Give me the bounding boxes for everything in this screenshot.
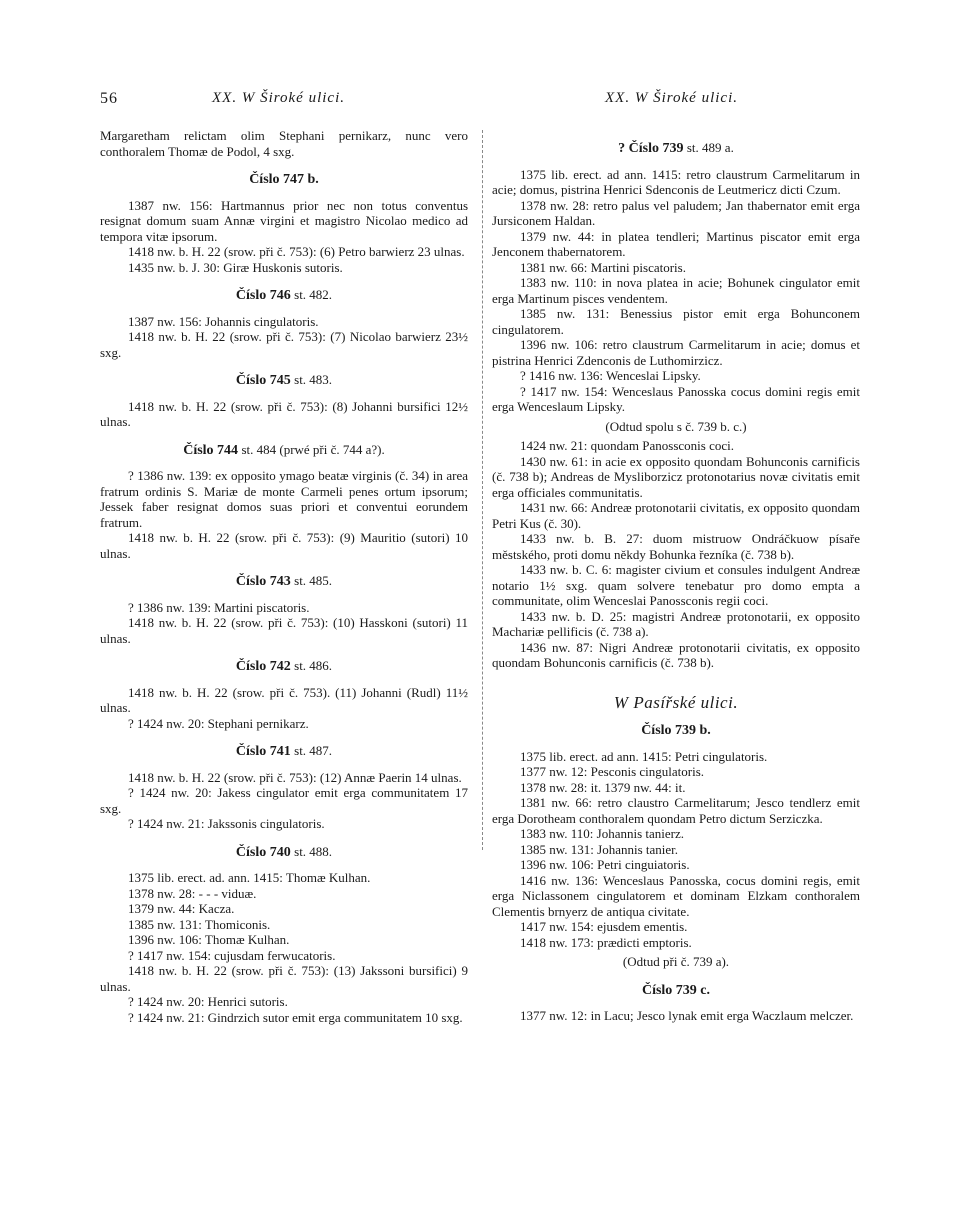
record-entry: 1378 nw. 28: retro palus vel paludem; Jan thabernator emit erga Jursiconem Haldan. [492,197,860,228]
record-entry: 1417 nw. 154: ejusdem ementis. [520,919,688,934]
heading-suffix: st. 484 (prwé při č. 744 a?). [241,441,385,457]
record-entry: 1418 nw. b. H. 22 (srow. při č. 753): (8) Johanni bursifici 12½ ulnas. [100,398,468,429]
heading-label: Číslo 739 c. [641,982,711,998]
column-divider [482,130,483,850]
record-entry: 1433 nw. b. C. 6: magister civium et consules indulgent Andreæ notario 1½ sxg. quam solvere tenebatur pro domo empta a communitate, olim Wenceslai Panossconis regii coci. [492,562,860,608]
record-entry: 1379 nw. 44: Kacza. [128,901,235,916]
record-entry: 1433 nw. b. B. 27: duom mistruow Ondráčkuow písaře městského, proti domu někdy Bohunka řezníka (č. 738 b). [492,531,860,562]
heading-label: Číslo 746 [235,288,291,303]
cross-reference-note: (Odtud spolu s č. 739 b. c.) [605,418,747,434]
section-heading [100,658,468,675]
page-number: 56 [100,90,118,107]
record-entry: 1387 nw. 156: Johannis cingulatoris. [128,313,319,329]
record-entry: 1381 nw. 66: retro claustro Carmelitarum; Jesco tendlerz emit erga Dorotheam conthoralem quondam Petro dictum Serziczka. [492,795,860,826]
heading-label: Číslo 744 [183,442,239,458]
section-heading [492,722,860,739]
record-entry: 1378 nw. 28: - - - viduæ. [128,885,257,901]
heading-label: Číslo 739 b. [641,723,711,738]
record-entry: ? 1424 nw. 21: Gindrzich sutor emit erga communitatem 10 sxg. [128,1009,463,1025]
heading-label: ? Číslo 739 [618,141,684,156]
record-entry: 1387 nw. 156: Hartmannus prior nec non totus conventus resignat domum suam Annæ virgini et magistro Nicolao medico ad tempora vitæ ipsorum. [100,197,468,244]
cross-reference-note: (Odtud při č. 739 a). [622,954,730,969]
section-heading [492,982,860,999]
right-column [492,128,860,1024]
heading-label: Číslo 740 [235,844,291,860]
record-entry: 1418 nw. b. H. 22 (srow. při č. 753): (6) Petro barwierz 23 ulnas. [128,244,465,259]
record-entry: 1381 nw. 66: Martini piscatoris. [520,259,686,275]
section-heading [100,573,468,590]
heading-label: Číslo 745 [235,373,291,388]
section-heading [100,442,468,459]
record-entry: 1430 nw. 61: in acie ex opposito quondam Bohunconis carnificis (č. 738 b); Andreas de Mysliborzicz protonotarius novæ civitatis emit erga officiales communitatis. [492,453,860,500]
heading-label: Číslo 741 [235,744,291,759]
record-entry: 1418 nw. b. H. 22 (srow. při č. 753): (12) Annæ Paerin 14 ulnas. [128,769,462,785]
heading-suffix: st. 489 a. [686,140,734,155]
section-heading [100,372,468,389]
record-entry: 1435 nw. b. J. 30: Giræ Huskonis sutoris. [128,259,343,275]
record-entry: 1418 nw. b. H. 22 (srow. při č. 753): (10) Hasskoni (sutori) 11 ulnas. [100,615,468,646]
record-entry: ? 1424 nw. 20: Jakess cingulator emit erga communitatem 17 sxg. [100,785,468,816]
record-entry: 1396 nw. 106: retro claustrum Carmelitarum in acie; domus et pistrina Henrici Zdenconis de Luthomirzicz. [492,337,860,368]
record-entry: 1418 nw. b. H. 22 (srow. při č. 753). (11) Johanni (Rudl) 11½ ulnas. [100,684,468,715]
record-entry: ? 1424 nw. 21: Jakssonis cingulatoris. [128,816,325,831]
section-heading [100,287,468,304]
record-entry: ? 1386 nw. 139: ex opposito ymago beatæ virginis (č. 34) in area fratrum ordinis S. Mariæ de monte Carmeli penes ortum ipsorum; Jessek faber resignat domos suas priori et conventui eorundem fratrum. [100,468,468,530]
heading-suffix: st. 485. [294,573,333,588]
record-entry: 1383 nw. 110: in nova platea in acie; Bohunek cingulator emit erga Martinum pisces vendentem. [492,275,860,306]
heading-label: Číslo 747 b. [249,172,319,187]
record-entry: 1385 nw. 131: Benessius pistor emit erga Bohunconem cingulatorem. [492,306,860,337]
record-entry: 1396 nw. 106: Petri cinguiatoris. [520,857,690,872]
record-entry: ? 1417 nw. 154: Wenceslaus Panosska cocus domini regis emit erga Wenceslaum Lipsky. [492,383,860,414]
street-heading: W Pasířské ulici. [613,692,739,712]
record-entry: 1375 lib. erect. ad ann. 1415: retro claustrum Carmelitarum in acie; domus, pistrina Henrici Sdenconis de Leutmericz dicti Czum. [492,166,860,197]
left-column [100,128,468,1025]
record-entry: 1375 lib. erect. ad ann. 1415: Petri cingulatoris. [520,748,768,764]
section-heading [100,743,468,760]
record-entry: 1385 nw. 131: Thomiconis. [128,916,271,932]
section-heading [100,171,468,188]
heading-suffix: st. 487. [294,743,333,758]
record-entry: 1436 nw. 87: Nigri Andreæ protonotarii civitatis, ex opposito quondam Bohunconis carnificis (č. 738 b). [492,639,860,670]
heading-label: Číslo 742 [235,659,291,674]
record-entry: ? 1424 nw. 20: Henrici sutoris. [128,994,288,1009]
heading-suffix: st. 483. [294,372,333,387]
section-heading [100,844,468,861]
record-entry: ? 1416 nw. 136: Wenceslai Lipsky. [520,368,701,383]
record-entry: 1377 nw. 12: Pesconis cingulatoris. [520,764,705,779]
record-entry: 1378 nw. 28: it. 1379 nw. 44: it. [520,779,686,795]
section-heading [492,140,860,157]
record-entry: 1383 nw. 110: Johannis tanierz. [520,826,685,841]
record-entry: 1431 nw. 66: Andreæ protonotarii civitatis, ex opposito quondam Petri Kus (č. 30). [492,500,860,531]
running-title-right: XX. W Široké ulici. [605,90,738,106]
record-entry: 1418 nw. b. H. 22 (srow. při č. 753): (13) Jakssoni bursifici) 9 ulnas. [100,963,468,994]
record-entry: 1377 nw. 12: in Lacu; Jesco lynak emit erga Waczlaum melczer. [520,1008,854,1023]
heading-suffix: st. 488. [294,843,333,859]
record-entry: 1418 nw. 173: prædicti emptoris. [520,934,692,950]
record-entry: ? 1417 nw. 154: cujusdam ferwucatoris. [128,947,336,963]
record-entry: 1418 nw. b. H. 22 (srow. při č. 753): (7) Nicolao barwierz 23½ sxg. [100,329,468,360]
record-entry: 1385 nw. 131: Johannis tanier. [520,841,679,857]
record-entry: 1418 nw. b. H. 22 (srow. při č. 753): (9) Mauritio (sutori) 10 ulnas. [100,530,468,561]
heading-suffix: st. 482. [294,287,333,302]
record-entry: 1433 nw. b. D. 25: magistri Andreæ protonotarii, ex opposito Machariæ pellificis (č. 738 a). [492,608,860,639]
record-entry: 1379 nw. 44: in platea tendleri; Martinus piscator emit erga Jenconem thabernatorem. [492,228,860,259]
record-entry: 1424 nw. 21: quondam Panossconis coci. [520,438,734,453]
heading-suffix: st. 486. [294,658,333,673]
running-title-left: XX. W Široké ulici. [212,90,345,106]
record-entry: 1375 lib. erect. ad. ann. 1415: Thomæ Kulhan. [128,870,371,885]
heading-label: Číslo 743 [235,574,291,589]
record-entry: 1416 nw. 136: Wenceslaus Panosska, cocus domini regis, emit erga Niclassonem cingulatorem et dominam Elzkam conthoralem Clementis brnyerz de antiqua civitate. [492,872,860,919]
record-entry: ? 1386 nw. 139: Martini piscatoris. [128,599,310,615]
record-entry: 1396 nw. 106: Thomæ Kulhan. [128,932,290,947]
record-entry: ? 1424 nw. 20: Stephani pernikarz. [128,715,309,731]
record-entry: Margaretham relictam olim Stephani pernikarz, nunc vero conthoralem Thomæ de Podol, 4 sxg. [100,128,468,159]
